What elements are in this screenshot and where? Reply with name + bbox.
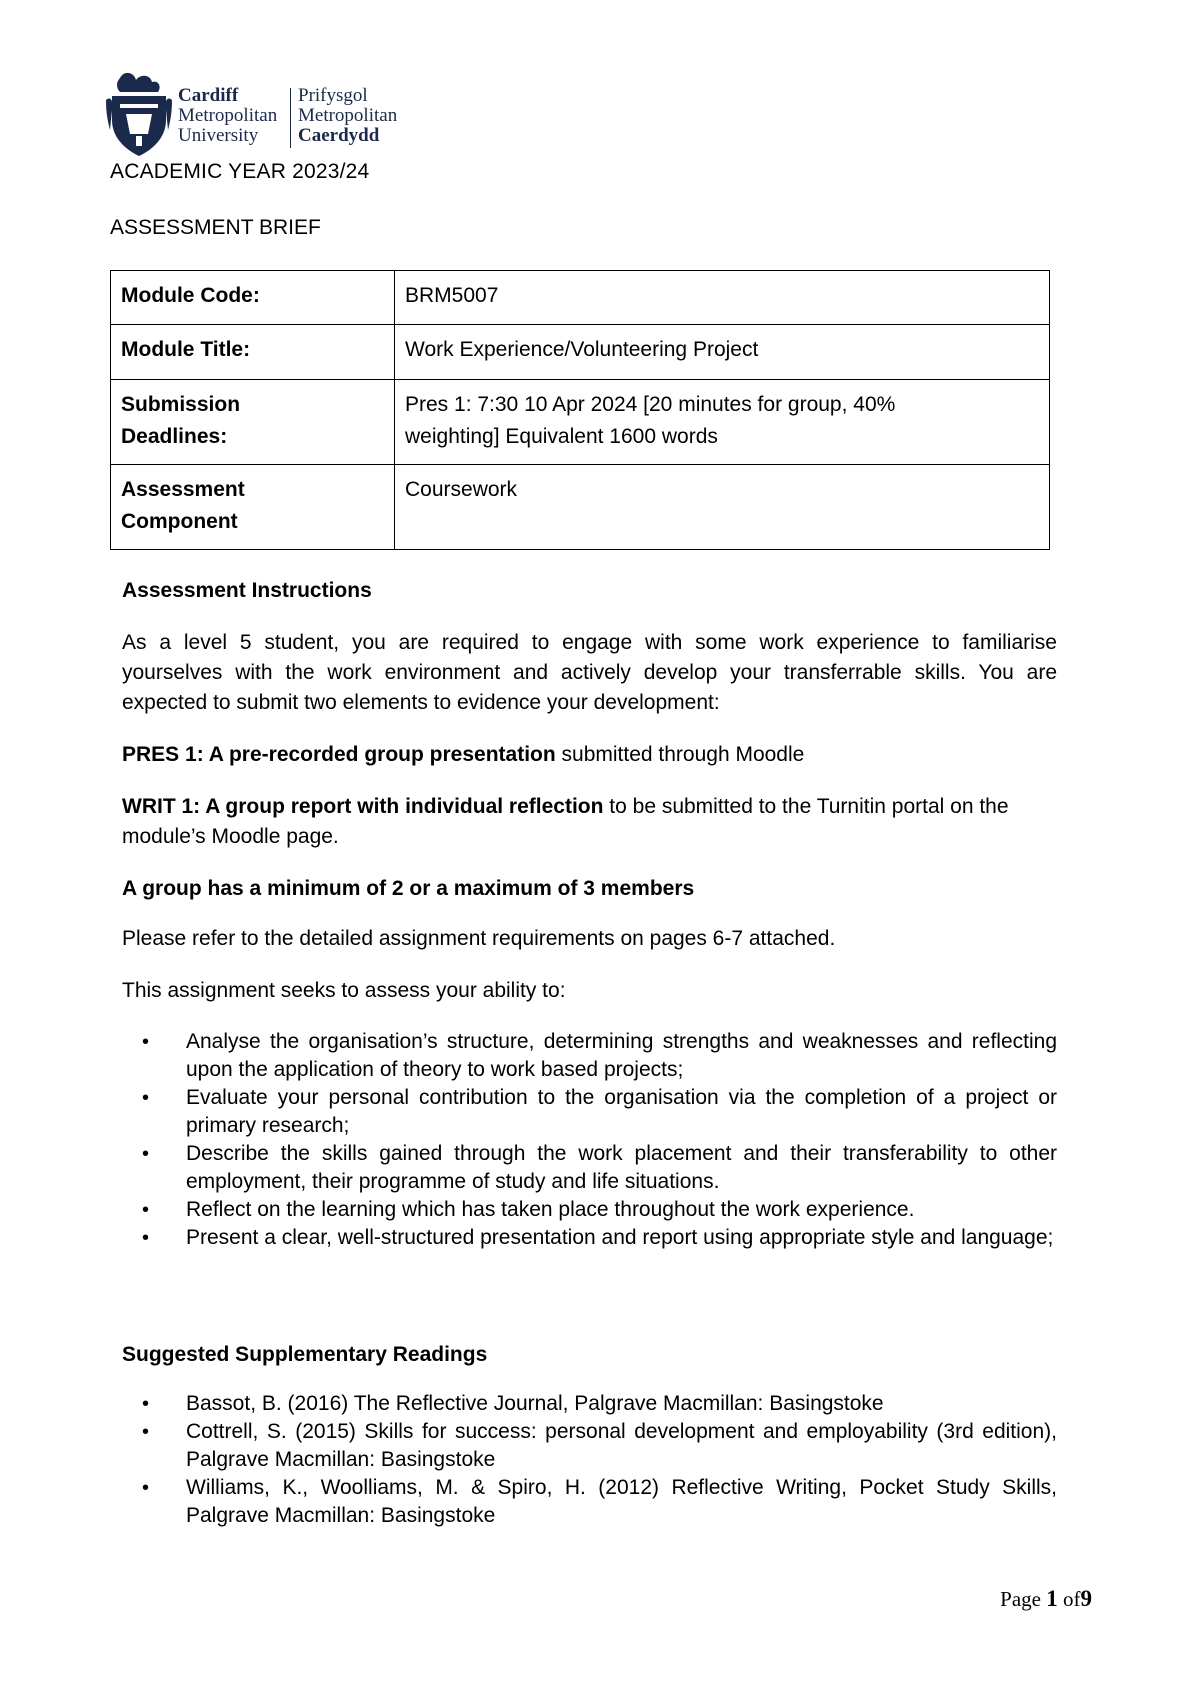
list-item: • Bassot, B. (2016) The Reflective Journal, Palgrave Macmillan: Basingstoke — [142, 1392, 884, 1415]
readings-heading: Suggested Supplementary Readings — [122, 1343, 488, 1366]
academic-year-heading: ACADEMIC YEAR 2023/24 — [110, 160, 370, 183]
instructions-section — [122, 576, 1057, 1252]
assessment-component-label: Assessment Component — [111, 465, 395, 550]
module-code-label: Module Code: — [111, 271, 395, 325]
table-row — [111, 325, 1050, 380]
assess-intro: This assignment seeks to assess your ability to: — [122, 979, 566, 1002]
instructions-heading: Assessment Instructions — [122, 579, 372, 602]
refer-note: Please refer to the detailed assignment requirements on pages 6-7 attached. — [122, 927, 836, 950]
list-item: • Williams, K., Woolliams, M. & Spiro, H. (2012) Reflective Writing, Pocket Study Skills, Palgrave Macmillan: Basingstoke — [142, 1476, 1057, 1527]
list-item: • Analyse the organisation’s structure, determining strengths and weaknesses and reflecting upon the application of theory to work based projects; — [142, 1030, 1057, 1081]
logo-divider — [290, 88, 291, 148]
module-title-value: Work Experience/Volunteering Project — [395, 325, 1050, 380]
readings-list — [122, 1390, 1057, 1530]
university-logo — [106, 70, 406, 156]
group-size-note: A group has a minimum of 2 or a maximum of 3 members — [122, 877, 695, 900]
module-code-value: BRM5007 — [395, 271, 1050, 325]
readings-section — [122, 1340, 1057, 1530]
pres-requirement: PRES 1: A pre-recorded group presentation submitted through Moodle — [122, 743, 805, 766]
logo-english-name: Cardiff Metropolitan University — [178, 85, 278, 146]
module-info-table — [110, 270, 1050, 550]
assessment-component-value: Coursework — [395, 465, 1050, 550]
list-item: • Present a clear, well-structured presentation and report using appropriate style and language; — [142, 1226, 1054, 1249]
crest-icon — [106, 70, 172, 156]
list-item: • Evaluate your personal contribution to the organisation via the completion of a project or primary research; — [142, 1086, 1057, 1137]
table-row — [111, 380, 1050, 465]
submission-deadlines-label: Submission Deadlines: — [111, 380, 395, 465]
writ-requirement: WRIT 1: A group report with individual reflection to be submitted to the Turnitin portal on the module’s Moodle page. — [122, 795, 1009, 848]
list-item: • Cottrell, S. (2015) Skills for success: personal development and employability (3rd edition), Palgrave Macmillan: Basingstoke — [142, 1420, 1057, 1471]
logo-welsh-name: Prifysgol Metropolitan Caerdydd — [298, 85, 398, 146]
list-item: • Reflect on the learning which has taken place throughout the work experience. — [142, 1198, 915, 1221]
page-number: Page 1 of9 — [1000, 1586, 1092, 1611]
objectives-list — [122, 1028, 1057, 1252]
table-row — [111, 465, 1050, 550]
submission-deadlines-value: Pres 1: 7:30 10 Apr 2024 [20 minutes for group, 40% weighting] Equivalent 1600 words — [395, 380, 1050, 465]
module-title-label: Module Title: — [111, 325, 395, 380]
instructions-intro: As a level 5 student, you are required to engage with some work experience to familiarise yourselves with the work environment and actively develop your transferrable skills. You are expected to submit two elements to evidence your development: — [122, 631, 1057, 714]
table-row — [111, 271, 1050, 325]
list-item: • Describe the skills gained through the work placement and their transferability to other employment, their programme of study and life situations. — [142, 1142, 1057, 1193]
assessment-brief-heading: ASSESSMENT BRIEF — [110, 216, 321, 239]
